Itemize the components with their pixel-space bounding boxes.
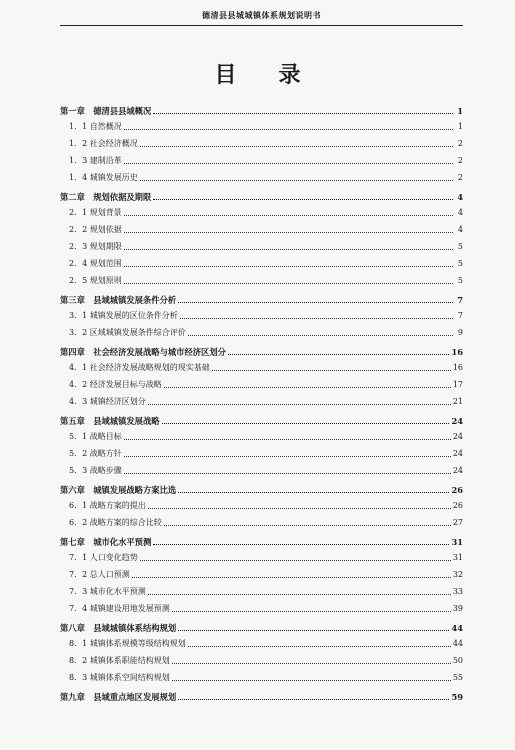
dot-leader: [172, 662, 451, 664]
toc-section-entry: [60, 328, 463, 338]
dot-leader: [124, 455, 451, 457]
toc-chapter-entry: [60, 485, 463, 495]
toc-entry-label: 第二章 规划依据及期限: [60, 192, 152, 202]
dot-leader: [124, 248, 453, 250]
dot-leader: [212, 369, 451, 371]
toc-entry-label: 8．3 城镇体系空间结构规划: [69, 673, 170, 682]
dot-leader: [148, 507, 451, 509]
toc-section-entry: [60, 639, 463, 649]
toc-page-number: 31: [451, 537, 463, 547]
dot-leader: [162, 422, 450, 424]
dot-leader: [124, 265, 453, 267]
toc-page-number: 27: [452, 518, 463, 527]
toc-section-entry: [60, 225, 463, 235]
toc-entry-label: 5．2 战略方针: [69, 449, 122, 458]
dot-leader: [148, 403, 451, 405]
dot-leader: [140, 179, 453, 181]
dot-leader: [140, 145, 453, 147]
toc-page-number: 21: [452, 397, 463, 406]
toc-page-number: 5: [457, 259, 463, 268]
toc-entry-label: 4．2 经济发展目标与战略: [69, 380, 162, 389]
toc-entry-label: 5．3 战略步骤: [69, 466, 122, 475]
dot-leader: [164, 524, 451, 526]
table-of-contents: [60, 104, 463, 702]
toc-page-number: 55: [452, 673, 463, 682]
toc-page-number: 33: [452, 587, 463, 596]
toc-page-number: 59: [451, 692, 463, 702]
toc-section-entry: [60, 656, 463, 666]
toc-entry-label: 1．3 建制沿革: [69, 156, 122, 165]
toc-entry-label: 第六章 城镇发展战略方案比选: [60, 485, 177, 495]
dot-leader: [180, 317, 453, 319]
toc-section-entry: [60, 311, 463, 321]
toc-section-entry: [60, 518, 463, 528]
toc-page-number: 5: [457, 242, 463, 251]
dot-leader: [178, 491, 449, 493]
dot-leader: [188, 334, 453, 336]
toc-page-number: 4: [457, 192, 463, 202]
toc-section-entry: [60, 242, 463, 252]
toc-entry-label: 3．2 区域城镇发展条件综合评价: [69, 328, 186, 337]
toc-section-entry: [60, 156, 463, 166]
toc-entry-label: 1．1 自然概况: [69, 122, 122, 131]
dot-leader: [178, 698, 449, 700]
dot-leader: [124, 162, 453, 164]
toc-entry-label: 7．1 人口变化趋势: [69, 553, 138, 562]
toc-page-number: 44: [452, 639, 463, 648]
dot-leader: [132, 576, 451, 578]
dot-leader: [228, 353, 450, 355]
toc-section-entry: [60, 432, 463, 442]
toc-section-entry: [60, 122, 463, 132]
toc-page-number: 39: [452, 604, 463, 613]
toc-entry-label: 1．2 社会经济概况: [69, 139, 138, 148]
toc-entry-label: 第七章 城市化水平预测: [60, 537, 152, 547]
dot-leader: [153, 543, 449, 545]
toc-section-entry: [60, 587, 463, 597]
toc-section-entry: [60, 570, 463, 580]
dot-leader: [124, 282, 453, 284]
toc-entry-label: 4．3 城镇经济区划分: [69, 397, 146, 406]
toc-entry-label: 7．4 城镇建设用地发展预测: [69, 604, 170, 613]
toc-chapter-entry: [60, 537, 463, 547]
dot-leader: [178, 301, 453, 303]
toc-entry-label: 6．1 战略方案的提出: [69, 501, 146, 510]
page-title: 目录: [214, 62, 343, 88]
toc-section-entry: [60, 380, 463, 390]
toc-page-number: 4: [457, 225, 463, 234]
toc-entry-label: 7．2 总人口预测: [69, 570, 130, 579]
dot-leader: [124, 128, 453, 130]
toc-chapter-entry: [60, 623, 463, 633]
toc-entry-label: 8．1 城镇体系规模等级结构规划: [69, 639, 186, 648]
toc-page-number: 26: [451, 485, 463, 495]
toc-chapter-entry: [60, 692, 463, 702]
toc-page-number: 7: [457, 295, 463, 305]
toc-entry-label: 2．3 规划期限: [69, 242, 122, 251]
toc-section-entry: [60, 673, 463, 683]
toc-entry-label: 4．1 社会经济发展战略规划的现实基础: [69, 363, 210, 372]
dot-leader: [164, 386, 451, 388]
dot-leader: [172, 610, 451, 612]
toc-chapter-entry: [60, 106, 463, 116]
toc-page-number: 16: [452, 363, 463, 372]
dot-leader: [148, 593, 451, 595]
toc-page-number: 7: [457, 311, 463, 320]
toc-page-number: 24: [452, 432, 463, 441]
toc-page-number: 2: [457, 173, 463, 182]
toc-page-number: 5: [457, 276, 463, 285]
dot-leader: [124, 438, 451, 440]
toc-section-entry: [60, 604, 463, 614]
toc-section-entry: [60, 553, 463, 563]
toc-entry-label: 5．1 战略目标: [69, 432, 122, 441]
toc-entry-label: 2．4 规划范围: [69, 259, 122, 268]
toc-entry-label: 7．3 城市化水平预测: [69, 587, 146, 596]
toc-chapter-entry: [60, 347, 463, 357]
toc-page-number: 24: [451, 416, 463, 426]
toc-section-entry: [60, 501, 463, 511]
toc-page-number: 24: [452, 466, 463, 475]
toc-entry-label: 第八章 县域城镇体系结构规划: [60, 623, 177, 633]
toc-page-number: 17: [452, 380, 463, 389]
toc-section-entry: [60, 208, 463, 218]
toc-page-number: 1: [457, 106, 463, 116]
toc-chapter-entry: [60, 416, 463, 426]
toc-entry-label: 第四章 社会经济发展战略与城市经济区划分: [60, 347, 226, 357]
toc-section-entry: [60, 259, 463, 269]
dot-leader: [172, 679, 451, 681]
toc-entry-label: 8．2 城镇体系职能结构规划: [69, 656, 170, 665]
toc-chapter-entry: [60, 295, 463, 305]
toc-section-entry: [60, 173, 463, 183]
toc-page-number: 2: [457, 139, 463, 148]
dot-leader: [140, 559, 451, 561]
toc-entry-label: 6．2 战略方案的综合比较: [69, 518, 162, 527]
toc-entry-label: 第九章 县域重点地区发展规划: [60, 692, 177, 702]
dot-leader: [178, 629, 449, 631]
toc-section-entry: [60, 363, 463, 373]
toc-entry-label: 1．4 城镇发展历史: [69, 173, 138, 182]
toc-page-number: 32: [452, 570, 463, 579]
toc-section-entry: [60, 139, 463, 149]
toc-entry-label: 2．1 规划背景: [69, 208, 122, 217]
toc-page-number: 4: [457, 208, 463, 217]
toc-page-number: 31: [452, 553, 463, 562]
dot-leader: [124, 472, 451, 474]
toc-entry-label: 2．5 规划原则: [69, 276, 122, 285]
toc-section-entry: [60, 449, 463, 459]
toc-section-entry: [60, 276, 463, 286]
toc-entry-label: 3．1 城镇发展的区位条件分析: [69, 311, 178, 320]
toc-page-number: 44: [451, 623, 463, 633]
toc-entry-label: 2．2 规划依据: [69, 225, 122, 234]
toc-page-number: 9: [457, 328, 463, 337]
toc-section-entry: [60, 397, 463, 407]
dot-leader: [153, 112, 453, 114]
dot-leader: [124, 214, 453, 216]
dot-leader: [124, 231, 453, 233]
toc-entry-label: 第一章 德清县县域概况: [60, 106, 152, 116]
toc-section-entry: [60, 466, 463, 476]
toc-page-number: 50: [452, 656, 463, 665]
toc-entry-label: 第五章 县域城镇发展战略: [60, 416, 160, 426]
toc-page-number: 2: [457, 156, 463, 165]
toc-chapter-entry: [60, 192, 463, 202]
toc-entry-label: 第三章 县域城镇发展条件分析: [60, 295, 177, 305]
toc-page-number: 24: [452, 449, 463, 458]
dot-leader: [153, 198, 453, 200]
toc-page-number: 16: [451, 347, 463, 357]
toc-page-number: 26: [452, 501, 463, 510]
toc-page-number: 1: [457, 122, 463, 131]
dot-leader: [188, 645, 451, 647]
running-header: 德清县县城城镇体系规划说明书: [60, 10, 463, 26]
